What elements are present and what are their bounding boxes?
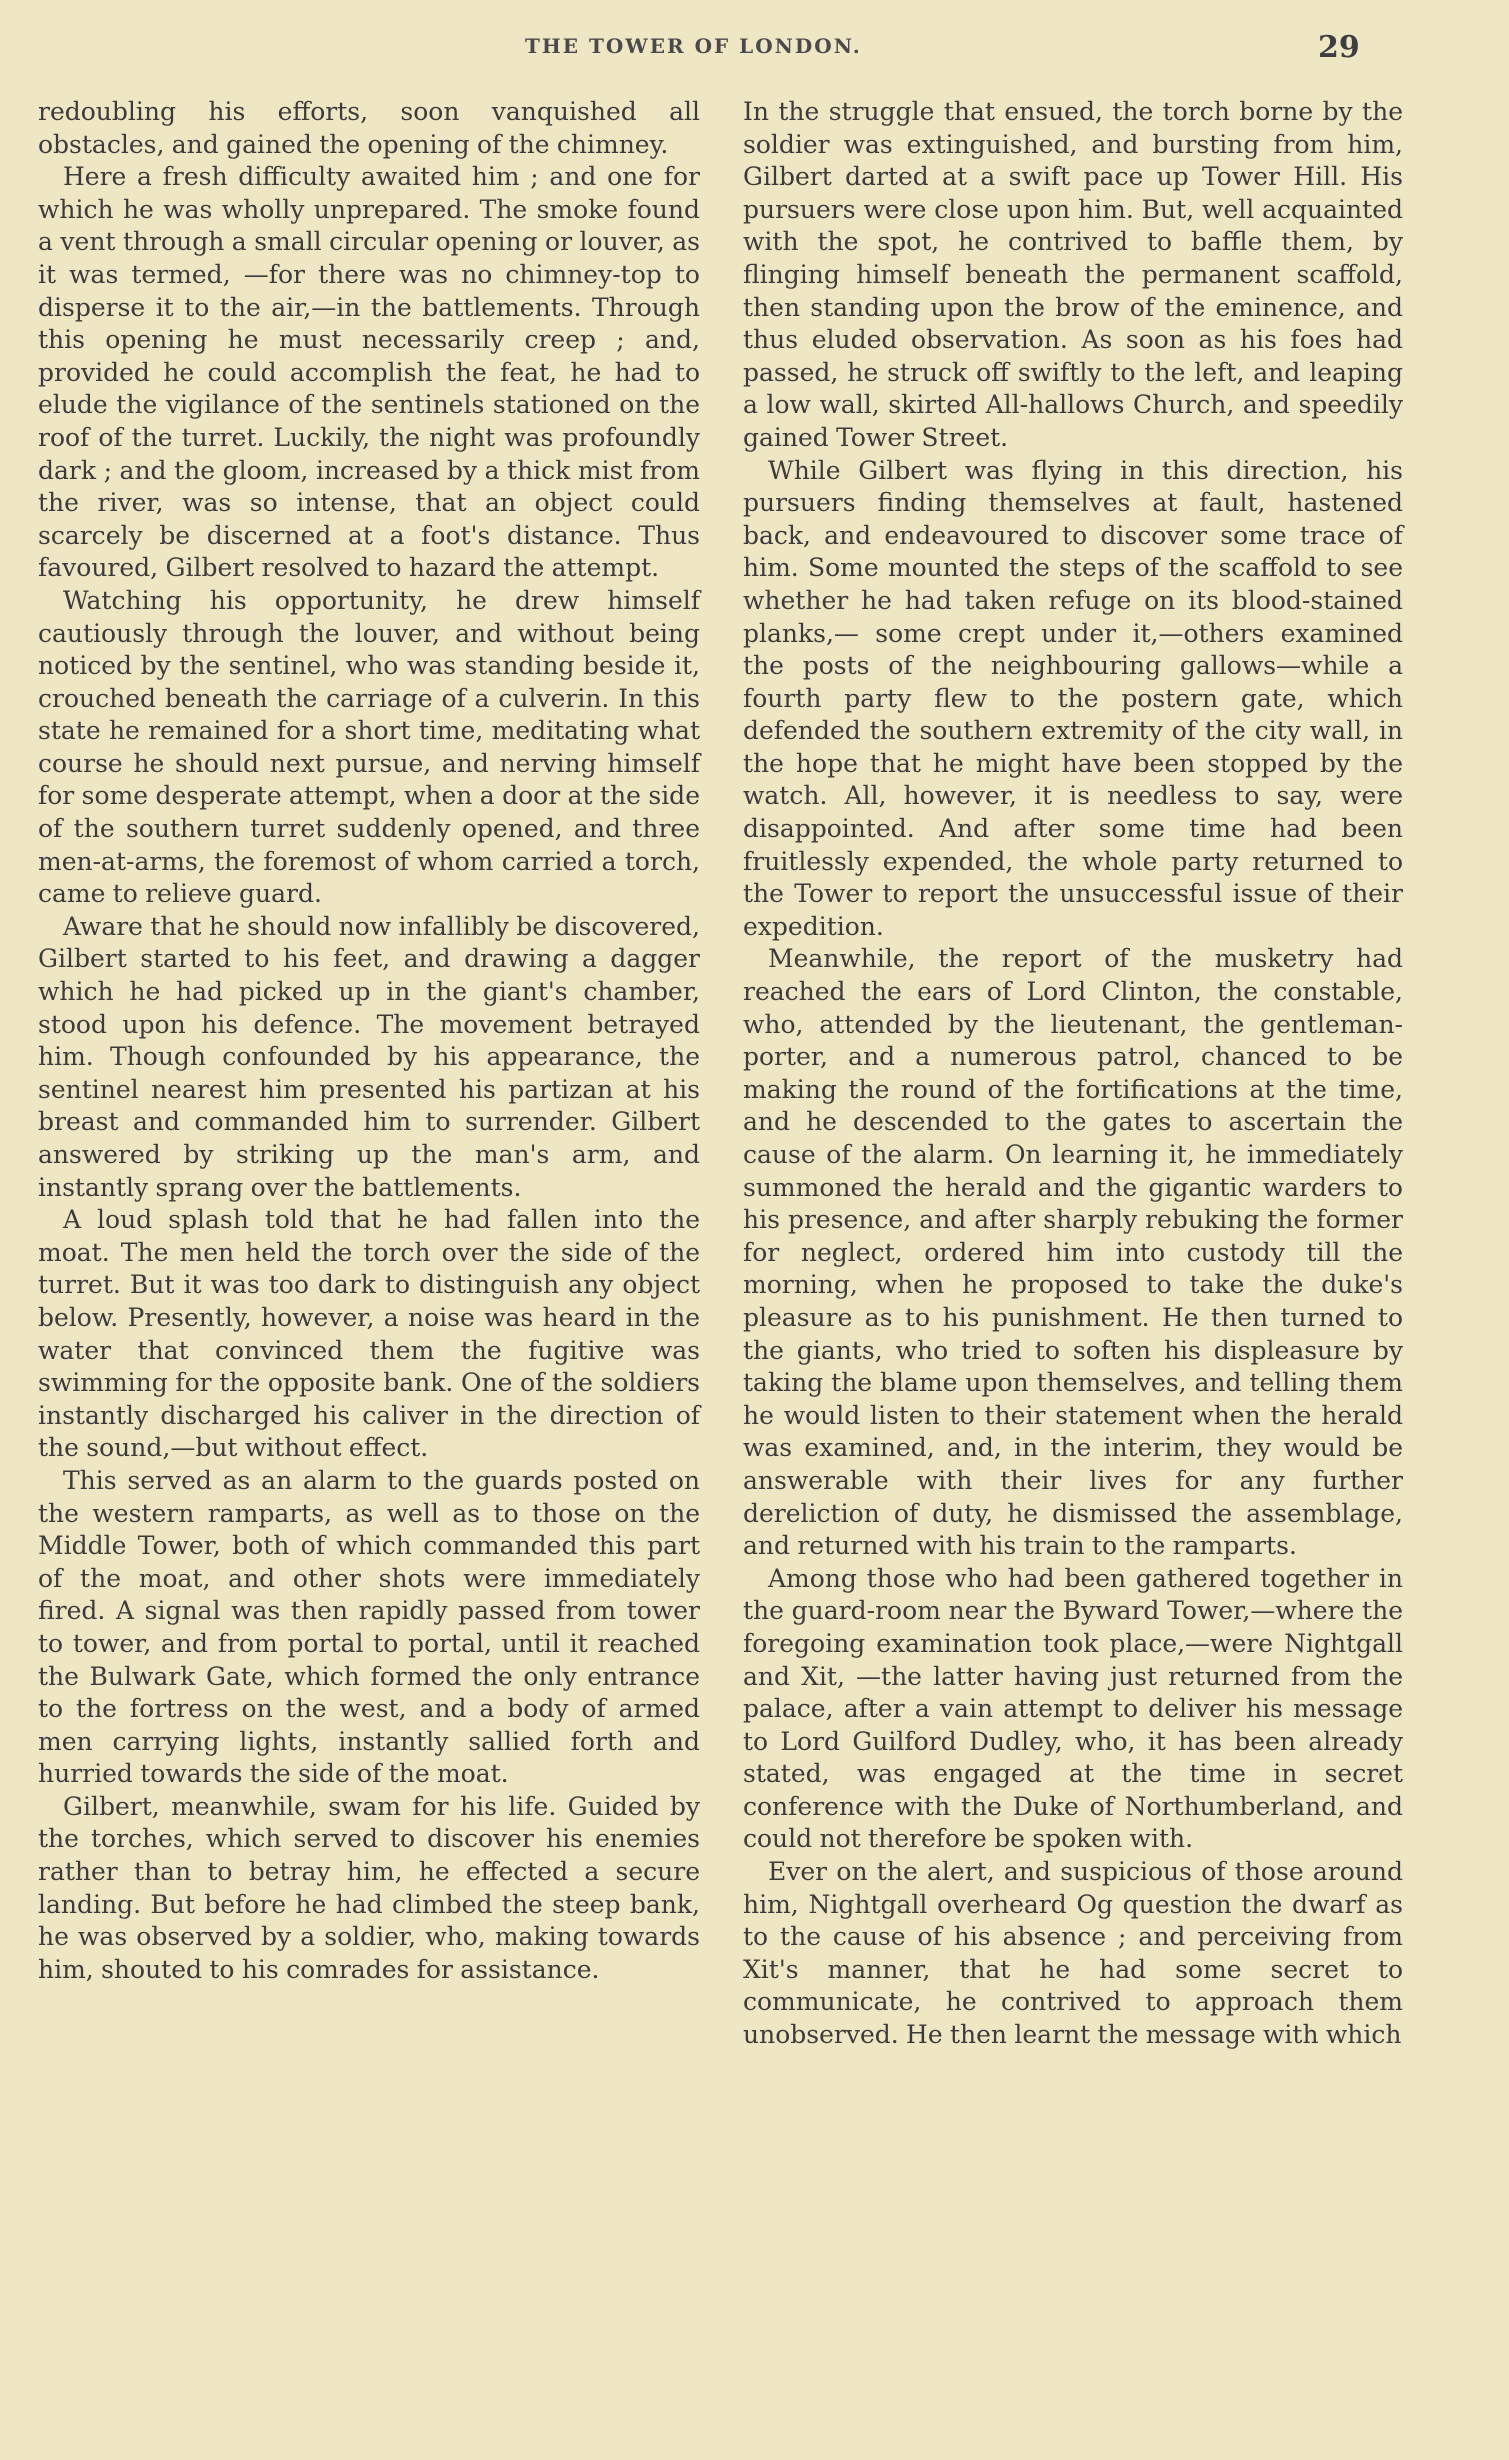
paragraph: Meanwhile, the report of the musketry had reached the ears of Lord Clinton, the constable, who, attended by the lieutenant, the gentleman-porter, and a numerous patrol, chanced to be making the round of the fortifications at the time, and he descended to the gates to ascertain the cause of the alarm. On learning it, he immediately summoned the herald and the gigantic warders to his presence, and after sharply rebuking the former for neglect, ordered him into custody till the morning, when he proposed to take the duke's pleasure as to his punishment. He then turned to the giants, who tried to soften his displeasure by taking the blame upon themselves, and telling them he would listen to their statement when the herald was examined, and, in the interim, they would be answerable with their lives for any further dereliction of duty, he dismissed the assemblage, and returned with his train to the ramparts. xyxy=(743,944,1403,1561)
paragraph: Ever on the alert, and suspicious of those around him, Nightgall overheard Og question the dwarf as to the cause of his absence ; and perceiving from Xit's manner, that he had some secret to communicate, he contrived to approach them unobserved. He then learnt the message with which xyxy=(743,1857,1403,2050)
paragraph: While Gilbert was flying in this direction, his pursuers finding themselves at fault, hastened back, and endeavoured to discover some trace of him. Some mounted the steps of the scaffold to see whether he had taken refuge on its blood-stained planks,— some crept under it,—others examined the posts of the neighbouring gallows—while a fourth party flew to the postern gate, which defended the southern extremity of the city wall, in the hope that he might have been stopped by the watch. All, however, it is needless to say, were disappointed. And after some time had been fruitlessly expended, the whole party returned to the Tower to report the unsuccessful issue of their expedition. xyxy=(743,455,1403,941)
paragraph: Gilbert, meanwhile, swam for his life. Guided by the torches, which served to discover his enemies rather than to betray him, he effected a secure landing. But before he had climbed the steep bank, he was observed by a soldier, who, making towards him, shouted to his comrades for assistance. xyxy=(38,1791,700,1984)
paragraph: This served as an alarm to the guards posted on the western ramparts, as well as to those on the Middle Tower, both of which commanded this part of the moat, and other shots were immediately fired. A signal was then rapidly passed from tower to tower, and from portal to portal, until it reached the Bulwark Gate, which formed the only entrance to the fortress on the west, and a body of armed men carrying lights, instantly sallied forth and hurried towards the side of the moat. xyxy=(38,1465,700,1789)
running-title: THE TOWER OF LONDON. xyxy=(525,34,862,58)
paragraph: Watching his opportunity, he drew himself cautiously through the louver, and without being noticed by the sentinel, who was standing beside it, crouched beneath the carriage of a culverin. In this state he remained for a short time, meditating what course he should next pursue, and nerving himself for some desperate attempt, when a door at the side of the southern turret suddenly opened, and three men-at-arms, the foremost of whom carried a torch, came to relieve guard. xyxy=(38,585,700,909)
page-number: 29 xyxy=(1318,30,1360,65)
paragraph: A loud splash told that he had fallen into the moat. The men held the torch over the side of the turret. But it was too dark to distinguish any object below. Presently, however, a noise was heard in the water that convinced them the fugitive was swimming for the opposite bank. One of the soldiers instantly discharged his caliver in the direction of the sound,—but without effect. xyxy=(38,1205,700,1463)
page-header xyxy=(0,30,1509,70)
paragraph: redoubling his efforts, soon vanquished all obstacles, and gained the opening of the chimney. xyxy=(38,97,700,159)
paragraph: Here a fresh difficulty awaited him ; and one for which he was wholly unprepared. The smoke found a vent through a small circular opening or louver, as it was termed, —for there was no chimney-top to disperse it to the air,—in the battlements. Through this opening he must necessarily creep ; and, provided he could accomplish the feat, he had to elude the vigilance of the sentinels stationed on the roof of the turret. Luckily, the night was profoundly dark ; and the gloom, increased by a thick mist from the river, was so intense, that an object could scarcely be discerned at a foot's distance. Thus favoured, Gilbert resolved to hazard the attempt. xyxy=(38,162,700,583)
paragraph: Among those who had been gathered together in the guard-room near the Byward Tower,—where the foregoing examination took place,—were Nightgall and Xit, —the latter having just returned from the palace, after a vain attempt to deliver his message to Lord Guilford Dudley, who, it has been already stated, was engaged at the time in secret conference with the Duke of Northumberland, and could not therefore be spoken with. xyxy=(743,1563,1403,1854)
left-column xyxy=(38,96,700,1986)
paragraph: Aware that he should now infallibly be discovered, Gilbert started to his feet, and drawing a dagger which he had picked up in the giant's chamber, stood upon his defence. The movement betrayed him. Though confounded by his appearance, the sentinel nearest him presented his partizan at his breast and commanded him to surrender. Gilbert answered by striking up the man's arm, and instantly sprang over the battlements. xyxy=(38,911,700,1202)
right-column xyxy=(743,96,1403,2052)
paragraph: In the struggle that ensued, the torch borne by the soldier was extinguished, and bursting from him, Gilbert darted at a swift pace up Tower Hill. His pursuers were close upon him. But, well acquainted with the spot, he contrived to baffle them, by flinging himself beneath the permanent scaffold, then standing upon the brow of the eminence, and thus eluded observation. As soon as his foes had passed, he struck off swiftly to the left, and leaping a low wall, skirted All-hallows Church, and speedily gained Tower Street. xyxy=(743,97,1403,452)
